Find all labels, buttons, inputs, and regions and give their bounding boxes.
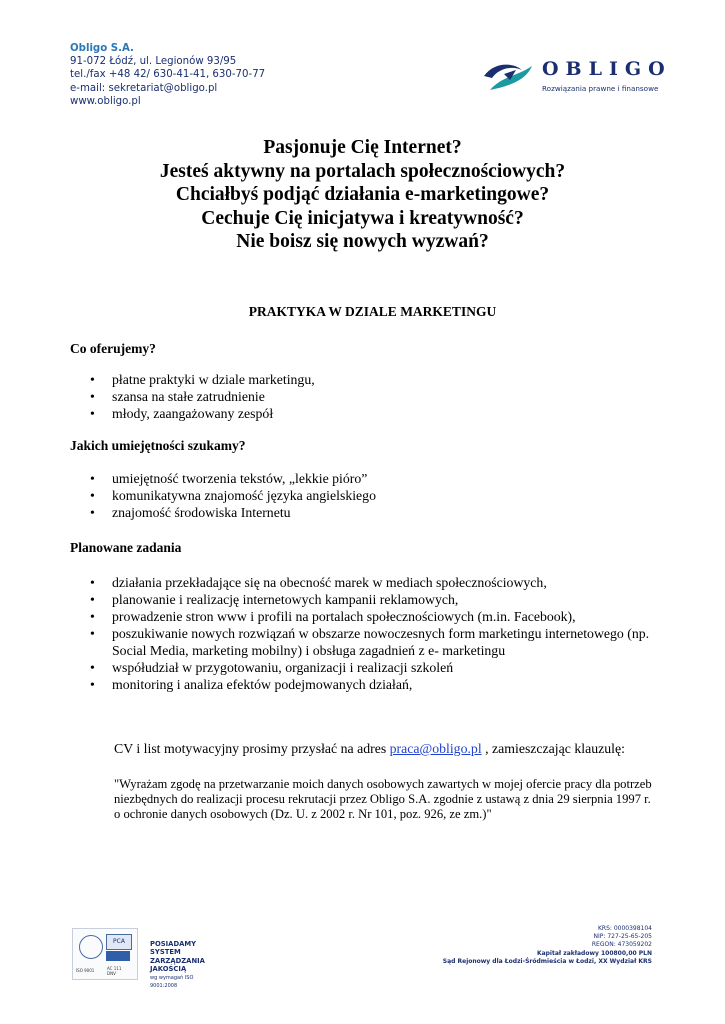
cv-instructions (114, 741, 625, 757)
headline-line: Jesteś aktywny na portalach społecznościowych? (159, 160, 566, 182)
accreditation-icon (106, 951, 130, 961)
list-item: • monitoring i analiza efektów podejmowanych działań, (90, 676, 670, 693)
skills-list (90, 470, 670, 521)
cert-dnv: DNV (107, 971, 116, 976)
company-name: Obligo S.A. (70, 43, 134, 54)
pca-badge: PCA (106, 934, 132, 950)
consent-clause: "Wyrażam zgodę na przetwarzanie moich danych osobowych zawartych w mojej ofercie pracy dla potrzeb niezbędnych do realizacji procesu rekrutacji przez Obligo S.A. zgodnie z ustawą z dnia 29 sierpnia 1997 r. o ochronie danych osobowych (Dz. U. z 2002 r. Nr 101, poz. 926, ze zm.)" (114, 777, 652, 822)
section-title-tasks: Planowane zadania (70, 540, 182, 555)
list-item: • poszukiwanie nowych rozwiązań w obszarze nowoczesnych form marketingu internetowego (np. Social Media, marketing mobilny) i obsługa zagadnień z e- marketingu (90, 625, 670, 659)
tasks-list (90, 574, 670, 693)
company-address: 91-072 Łódź, ul. Legionów 93/95 (70, 56, 237, 68)
email-link[interactable]: praca@obligo.pl (389, 741, 482, 756)
cv-text: CV i list motywacyjny prosimy przysłać na adres (114, 741, 390, 756)
section-title-offer: Co oferujemy? (70, 341, 156, 356)
company-info (70, 42, 265, 108)
list-item: • prowadzenie stron www i profili na portalach społecznościowych (m.in. Facebook), (90, 608, 670, 625)
headline-line: Nie boisz się nowych wyzwań? (236, 231, 489, 252)
position-title: PRAKTYKA W DZIALE MARKETINGU (248, 304, 497, 319)
cert-ac-number: AC 111 (107, 966, 122, 971)
registry-court: Sąd Rejonowy dla Łodzi-Śródmieścia w Łodzi, XX Wydział KRS (442, 957, 652, 965)
quality-statement (150, 940, 205, 990)
quality-line: POSIADAMY SYSTEM (150, 940, 197, 957)
list-item: • znajomość środowiska Internetu (90, 504, 670, 521)
section-title-skills: Jakich umiejętności szukamy? (70, 438, 246, 453)
regon-number: REGON: 473059202 (591, 941, 652, 949)
offer-list (90, 371, 670, 422)
list-item: • współudział w przygotowaniu, organizacji i realizacji szkoleń (90, 659, 670, 676)
cv-text-after: , zamieszczając klauzulę: (481, 741, 625, 756)
swoosh-logo-icon (482, 56, 536, 92)
nip-number: NIP: 727-25-65-205 (593, 933, 652, 941)
list-item: • płatne praktyki w dziale marketingu, (90, 371, 670, 388)
company-registration (420, 925, 652, 966)
list-item: • planowanie i realizację internetowych kampanii reklamowych, (90, 591, 670, 608)
headline (0, 136, 725, 254)
list-item: • działania przekładające się na obecność marek w mediach społecznościowych, (90, 574, 670, 591)
seal-icon (79, 935, 103, 959)
company-email: e-mail: sekretariat@obligo.pl (70, 82, 218, 94)
share-capital: Kapitał zakładowy 100800,00 PLN (536, 949, 652, 957)
list-item: • umiejętność tworzenia tekstów, „lekkie pióro” (90, 470, 670, 487)
quality-line: ZARZĄDZANIA JAKOŚCIĄ (150, 956, 205, 974)
cert-iso-label: ISO 9001 (76, 968, 95, 973)
krs-number: KRS: 0000398104 (597, 925, 652, 932)
company-phone: tel./fax +48 42/ 630-41-41, 630-70-77 (70, 69, 266, 81)
list-item: • komunikatywna znajomość języka angielskiego (90, 487, 670, 504)
headline-line: Chciałbyś podjąć działania e-marketingowe? (175, 184, 550, 205)
certificate-badge (72, 928, 138, 980)
obligo-logo (482, 56, 672, 106)
list-item: • szansa na stałe zatrudnienie (90, 388, 670, 405)
list-item: • młody, zaangażowany zespół (90, 405, 670, 422)
logo-wordmark: OBLIGO (542, 58, 672, 80)
cert-accreditation-label (107, 966, 121, 976)
headline-line: Cechuje Cię inicjatywa i kreatywność? (201, 207, 524, 229)
quality-iso: wg wymagań ISO 9001:2008 (150, 974, 194, 990)
logo-tagline: Rozwiązania prawne i finansowe (542, 84, 659, 93)
company-website: www.obligo.pl (70, 95, 141, 107)
headline-line: Pasjonuje Cię Internet? (263, 137, 462, 158)
